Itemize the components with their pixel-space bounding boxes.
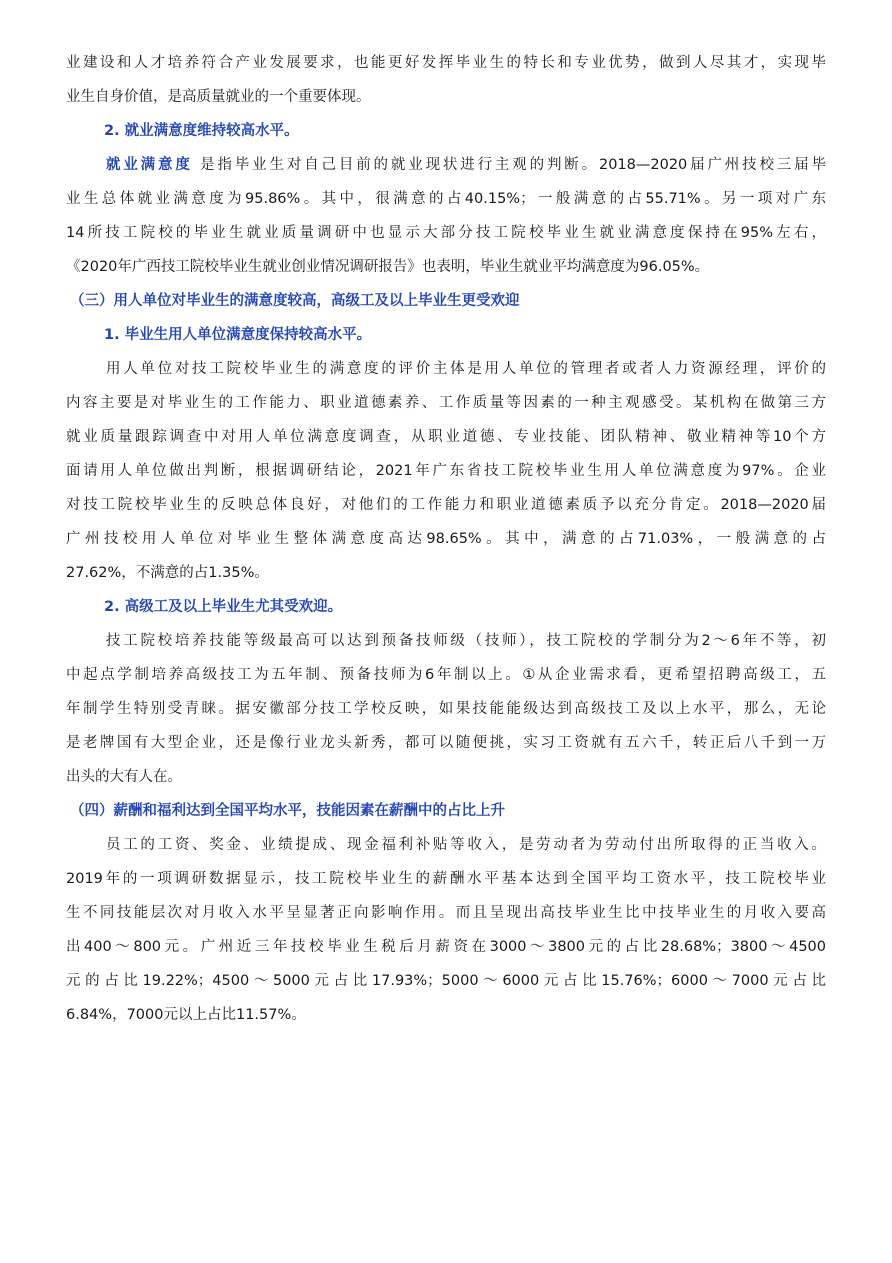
text-line: 《2020年广西技工院校毕业生就业创业情况调研报告》也表明，毕业生就业平均满意度为96.05%。 — [66, 259, 710, 275]
document-page — [66, 46, 826, 1032]
text-line — [66, 148, 826, 182]
text-line: 技工院校培养技能等级最高可以达到预备技师级（技师），技工院校的学制分为2～6年不等，初 — [106, 633, 826, 649]
text-line: 面请用人单位做出判断，根据调研结论，2021年广东省技工院校毕业生用人单位满意度为97%。企业 — [66, 463, 826, 479]
text-line: 出头的大有人在。 — [66, 769, 182, 785]
text-span: 是指毕业生对自己目前的就业现状进行主观的判断。2018—2020届广州技校三届毕 — [192, 157, 826, 173]
text-line: 员工的工资、奖金、业绩提成、现金福利补贴等收入，是劳动者为劳动付出所取得的正当收入。 — [106, 837, 826, 853]
text-line: 用人单位对技工院校毕业生的满意度的评价主体是用人单位的管理者或者人力资源经理，评价的 — [106, 361, 826, 377]
text-line: 27.62%，不满意的占1.35%。 — [66, 565, 269, 581]
text-line: 出400～800元。广州近三年技校毕业生税后月薪资在3000～3800元的占比28.68%；3800～4500 — [66, 939, 826, 955]
item-heading-3-2: 2. 高级工及以上毕业生尤其受欢迎。 — [104, 599, 343, 615]
text-line: 2019年的一项调研数据显示，技工院校毕业生的薪酬水平基本达到全国平均工资水平，技工院校毕业 — [66, 871, 826, 887]
text-line: 元的占比19.22%；4500～5000元占比17.93%；5000～6000元占比15.76%；6000～7000元占比 — [66, 973, 826, 989]
text-line: 6.84%，7000元以上占比11.57%。 — [66, 1007, 306, 1023]
item-heading-2: 2. 就业满意度维持较高水平。 — [104, 123, 299, 139]
text-line: 业生总体就业满意度为95.86%。其中，很满意的占40.15%；一般满意的占55.71%。另一项对广东 — [66, 191, 826, 207]
text-line: 就业质量跟踪调查中对用人单位满意度调查，从职业道德、专业技能、团队精神、敬业精神等10个方 — [66, 429, 826, 445]
text-line: 年制学生特别受青睐。据安徽部分技工学校反映，如果技能能级达到高级技工及以上水平，那么，无论 — [66, 701, 826, 717]
text-line: 内容主要是对毕业生的工作能力、职业道德素养、工作质量等因素的一种主观感受。某机构在做第三方 — [66, 395, 826, 411]
text-line: 对技工院校毕业生的反映总体良好，对他们的工作能力和职业道德素质予以充分肯定。2018—2020届 — [66, 497, 826, 513]
section-heading-3: （三）用人单位对毕业生的满意度较高，高级工及以上毕业生更受欢迎 — [70, 293, 520, 309]
section-heading-4: （四）薪酬和福利达到全国平均水平，技能因素在薪酬中的占比上升 — [70, 803, 505, 819]
text-line: 中起点学制培养高级技工为五年制、预备技师为6年制以上。①从企业需求看，更希望招聘高级工，五 — [66, 667, 826, 683]
paragraph-2 — [66, 148, 826, 284]
paragraph-5 — [66, 828, 826, 1032]
text-line: 广州技校用人单位对毕业生整体满意度高达98.65%。其中，满意的占71.03%，一般满意的占 — [66, 531, 826, 547]
paragraph-4 — [66, 624, 826, 794]
text-line: 业建设和人才培养符合产业发展要求，也能更好发挥毕业生的特长和专业优势，做到人尽其才，实现毕 — [66, 55, 826, 71]
item-heading-3-1: 1. 毕业生用人单位满意度保持较高水平。 — [104, 327, 372, 343]
paragraph-3 — [66, 352, 826, 590]
text-line: 业生自身价值，是高质量就业的一个重要体现。 — [66, 89, 371, 105]
paragraph-1 — [66, 46, 826, 114]
text-line: 是老牌国有大型企业，还是像行业龙头新秀，都可以随便挑，实习工资就有五六千，转正后八千到一万 — [66, 735, 826, 751]
text-line: 14所技工院校的毕业生就业质量调研中也显示大部分技工院校毕业生就业满意度保持在95%左右， — [66, 225, 826, 241]
term-highlight: 就业满意度 — [106, 157, 193, 173]
text-line: 生不同技能层次对月收入水平呈显著正向影响作用。而且呈现出高技毕业生比中技毕业生的月收入要高 — [66, 905, 826, 921]
